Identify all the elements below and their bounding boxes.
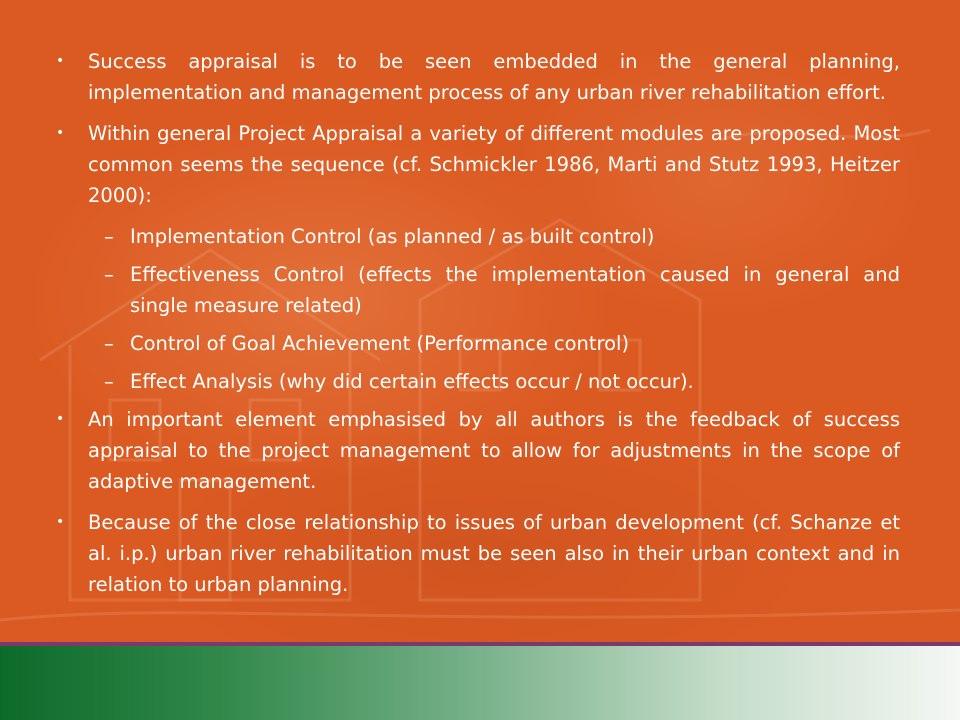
sub-bullet-text: Control of Goal Achievement (Performance control) xyxy=(130,332,630,355)
bullet-text: Success appraisal is to be seen embedded in the general planning, implementation and management process of any urban river rehabilitation effort. xyxy=(88,50,900,104)
bullet-marker: • xyxy=(56,514,65,530)
bullet-item xyxy=(52,507,900,600)
bullet-item xyxy=(52,118,900,211)
sub-bullet-text: Implementation Control (as planned / as built control) xyxy=(130,225,655,248)
slide-body xyxy=(52,46,900,610)
dash-marker: – xyxy=(104,225,114,248)
bullet-item xyxy=(52,46,900,108)
sub-bullet-item xyxy=(52,259,900,321)
dash-marker: – xyxy=(104,370,114,393)
dash-marker: – xyxy=(104,263,114,286)
sub-bullet-item xyxy=(52,328,900,359)
bullet-text: Because of the close relationship to issues of urban development (cf. Schanze et al. i.p.) urban river rehabilitation must be seen also in their urban context and in relation to urban planning. xyxy=(88,511,900,596)
sub-bullet-item xyxy=(52,366,900,397)
bullet-text: Within general Project Appraisal a variety of different modules are proposed. Most common seems the sequence (cf. Schmickler 1986, Marti and Stutz 1993, Heitzer 2000): xyxy=(88,122,900,207)
bullet-marker: • xyxy=(56,125,65,141)
bullet-item xyxy=(52,404,900,497)
sub-bullet-text: Effect Analysis (why did certain effects occur / not occur). xyxy=(130,370,694,393)
sub-bullet-text: Effectiveness Control (effects the implementation caused in general and single measure related) xyxy=(130,263,900,317)
dash-marker: – xyxy=(104,332,114,355)
bullet-marker: • xyxy=(56,53,65,69)
sub-bullet-item xyxy=(52,221,900,252)
footer-gradient-band xyxy=(0,646,960,720)
bullet-marker: • xyxy=(56,411,65,427)
bullet-text: An important element emphasised by all authors is the feedback of success appraisal to the project management to allow for adjustments in the scope of adaptive management. xyxy=(88,408,900,493)
